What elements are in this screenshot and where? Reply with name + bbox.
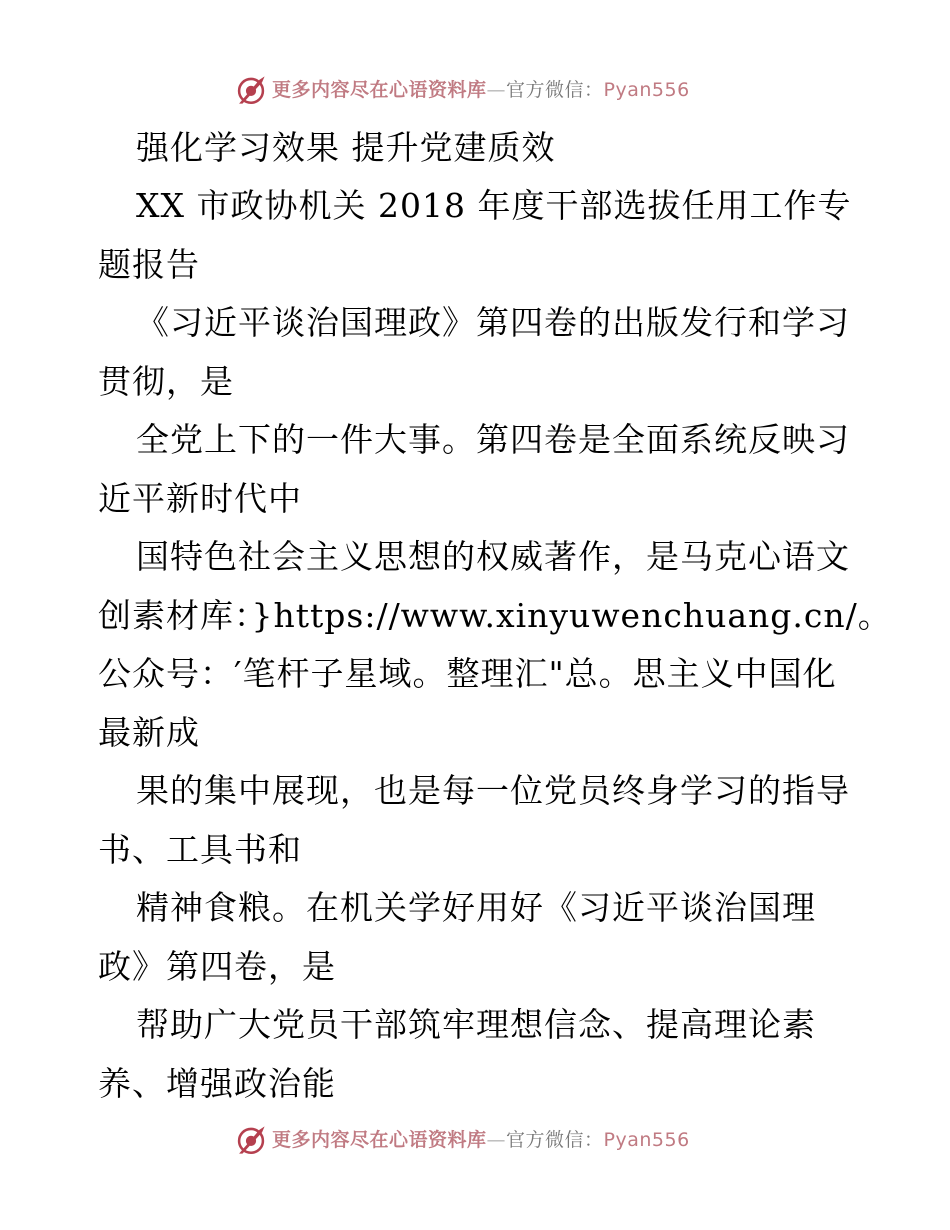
text-line: 养、增强政治能 — [98, 1064, 336, 1103]
banner-wechat-label: 官方微信： — [506, 1129, 604, 1151]
text-line: 书、工具书和 — [98, 830, 302, 869]
quill-pen-logo-icon — [234, 1123, 268, 1157]
document-title: 强化学习效果 提升党建质效 — [136, 128, 556, 167]
banner-main-text: 更多内容尽在心语资料库 — [272, 1129, 487, 1151]
footer-banner — [234, 1122, 690, 1158]
text-line: 创素材库：}https://www.xinyuwenchuang.cn/。 — [98, 596, 892, 635]
text-line: 公众号：′笔杆子星域。整理汇"总。思主义中国化 — [98, 654, 837, 693]
text-line: XX 市政协机关 2018 年度干部选拔任用工作专 — [136, 186, 852, 225]
text-line: 帮助广大党员干部筑牢理想信念、提高理论素 — [136, 1005, 816, 1044]
banner-separator: — — [486, 79, 507, 101]
text-line: 全党上下的一件大事。第四卷是全面系统反映习 — [136, 420, 850, 459]
header-banner — [234, 72, 690, 108]
quill-pen-logo-icon — [234, 73, 268, 107]
text-line: 近平新时代中 — [98, 479, 302, 518]
text-line: 贯彻，是 — [98, 362, 234, 401]
banner-main-text: 更多内容尽在心语资料库 — [272, 79, 487, 101]
text-line: 题报告 — [98, 245, 200, 284]
text-line: 政》第四卷，是 — [98, 947, 336, 986]
text-line: 《习近平谈治国理政》第四卷的出版发行和学习 — [136, 303, 850, 342]
banner-wechat-id: Pyan556 — [603, 1129, 690, 1151]
banner-wechat-label: 官方微信： — [506, 79, 604, 101]
banner-wechat-id: Pyan556 — [603, 79, 690, 101]
text-line: 国特色社会主义思想的权威著作，是马克心语文 — [136, 537, 850, 576]
text-line: 果的集中展现，也是每一位党员终身学习的指导 — [136, 771, 850, 810]
text-line: 最新成 — [98, 713, 200, 752]
banner-separator: — — [486, 1129, 507, 1151]
text-line: 精神食粮。在机关学好用好《习近平谈治国理 — [136, 888, 816, 927]
